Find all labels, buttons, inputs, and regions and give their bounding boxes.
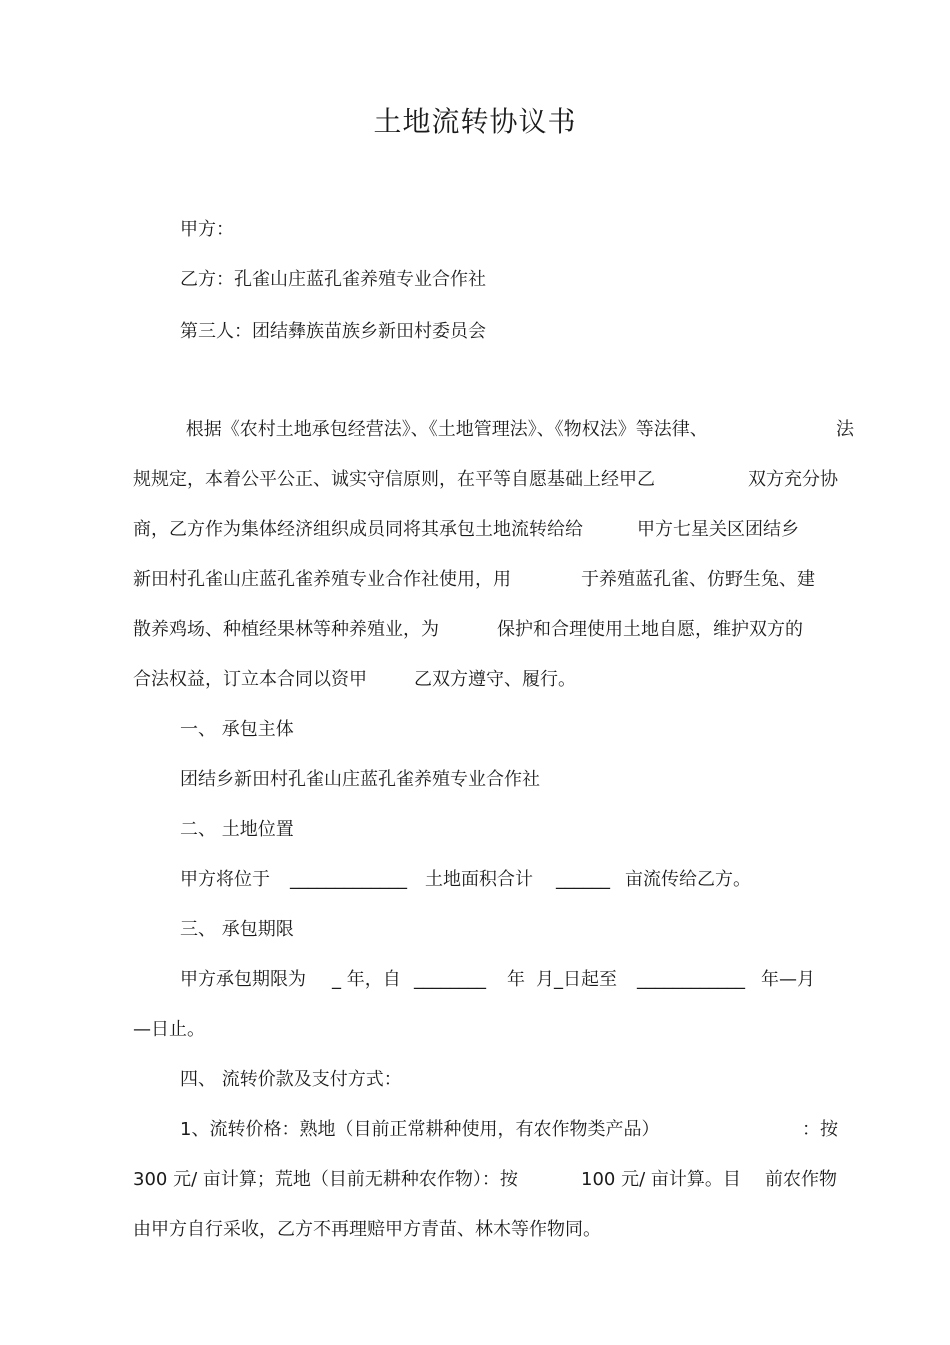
section-body: 团结乡新田村孔雀山庄蓝孔雀养殖专业合作社 bbox=[180, 769, 540, 790]
section-body: ：按 bbox=[802, 1119, 838, 1140]
section-heading: 二、 土地位置 bbox=[180, 819, 294, 840]
section-body: —日止。 bbox=[133, 1019, 205, 1040]
section-body: 100 元/ 亩计算。目 bbox=[581, 1169, 741, 1190]
section-body: 1、流转价格：熟地（目前正常耕种使用，有农作物类产品） bbox=[180, 1119, 660, 1140]
section-body: 土地面积合计 bbox=[425, 869, 533, 890]
third-party-line: 第三人：团结彝族苗族乡新田村委员会 bbox=[180, 321, 486, 342]
section-body: 甲方承包期限为 bbox=[180, 969, 306, 990]
section-body: 甲方将位于 bbox=[180, 869, 270, 890]
preamble-text: 于养殖蓝孔雀、仿野生兔、建 bbox=[581, 569, 815, 590]
party-b-line: 乙方：孔雀山庄蓝孔雀养殖专业合作社 bbox=[180, 269, 486, 290]
preamble-text: 根据《农村土地承包经营法》、《土地管理法》、《物权法》等法律、 bbox=[180, 419, 708, 440]
section-heading: 四、 流转价款及支付方式： bbox=[180, 1069, 402, 1090]
section-heading: 三、 承包期限 bbox=[180, 919, 294, 940]
document-title: 土地流转协议书 bbox=[373, 105, 577, 138]
section-body: 300 元/ 亩计算；荒地（目前无耕种农作物）：按 bbox=[133, 1169, 518, 1190]
preamble-text: 保护和合理使用土地自愿，维护双方的 bbox=[497, 619, 803, 640]
party-a-line: 甲方： bbox=[180, 219, 234, 240]
section-body: _ 年，自 bbox=[332, 969, 401, 990]
blank-field: ____________ bbox=[637, 969, 745, 990]
blank-field: ________ bbox=[414, 969, 486, 990]
blank-field: ______ bbox=[556, 869, 610, 890]
preamble-text: 甲方七星关区团结乡 bbox=[637, 519, 799, 540]
preamble-text: 商，乙方作为集体经济组织成员同将其承包土地流转给给 bbox=[133, 519, 583, 540]
section-body: 月_日起至 bbox=[536, 969, 617, 990]
preamble-text: 法 bbox=[836, 419, 854, 440]
section-body: 前农作物 bbox=[765, 1169, 837, 1190]
section-body: 由甲方自行采收，乙方不再理赔甲方青苗、林木等作物同。 bbox=[133, 1219, 601, 1240]
section-heading: 一、 承包主体 bbox=[180, 719, 294, 740]
preamble-text: 合法权益，订立本合同以资甲 bbox=[133, 669, 367, 690]
preamble-text: 规规定，本着公平公正、诚实守信原则，在平等自愿基础上经甲乙 bbox=[133, 469, 655, 490]
blank-field: _____________ bbox=[290, 869, 407, 890]
preamble-text: 新田村孔雀山庄蓝孔雀养殖专业合作社使用，用 bbox=[133, 569, 511, 590]
section-body: 年 bbox=[507, 969, 525, 990]
section-body: 亩流传给乙方。 bbox=[625, 869, 751, 890]
section-body: 年—月 bbox=[761, 969, 815, 990]
preamble-text: 乙双方遵守、履行。 bbox=[414, 669, 576, 690]
preamble-text: 散养鸡场、种植经果林等种养殖业，为 bbox=[133, 619, 439, 640]
preamble-text: 双方充分协 bbox=[748, 469, 838, 490]
